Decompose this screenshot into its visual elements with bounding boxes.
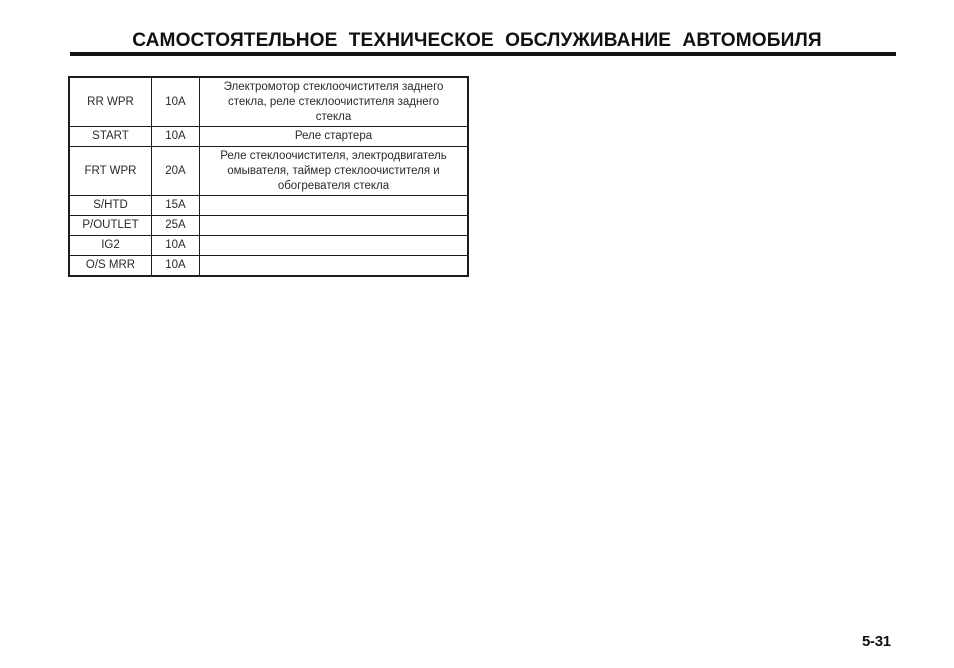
fuse-description-cell [200,147,469,196]
fuse-name-cell: P/OUTLET [69,216,152,236]
table-row [69,196,468,216]
fuse-description-cell [200,77,469,127]
fuse-table [68,76,469,277]
fuse-description-cell [200,256,469,277]
fuse-rating-cell: 10A [152,236,200,256]
fuse-description-cell [200,216,469,236]
description-line: стекла, реле стеклоочистителя заднего [227,95,440,108]
description-line: омывателя, таймер стеклоочистителя и [227,164,440,177]
table-row [69,216,468,236]
fuse-name-cell: FRT WPR [69,147,152,196]
title-divider-rule [70,52,896,56]
fuse-name-cell: S/HTD [69,196,152,216]
page-title: САМОСТОЯТЕЛЬНОЕ ТЕХНИЧЕСКОЕ ОБСЛУЖИВАНИЕ АВТОМОБИЛЯ [132,29,822,51]
table-row [69,77,468,127]
fuse-description-cell [200,127,469,147]
description-line: Реле стартера [294,130,373,142]
fuse-rating-cell: 10A [152,127,200,147]
fuse-rating-cell: 20A [152,147,200,196]
fuse-name-cell: START [69,127,152,147]
table-row [69,147,468,196]
fuse-rating-cell: 10A [152,256,200,277]
fuse-name-cell: O/S MRR [69,256,152,277]
fuse-rating-cell: 15A [152,196,200,216]
description-line: Электромотор стеклоочистителя заднего [223,80,444,93]
table-row [69,236,468,256]
table-row [69,256,468,277]
description-line: Реле стеклоочистителя, электродвигатель [220,149,447,162]
fuse-description-cell [200,236,469,256]
page-number: 5-31 [862,633,891,650]
description-line: обогревателя стекла [277,179,390,192]
fuse-rating-cell: 25A [152,216,200,236]
fuse-description-cell [200,196,469,216]
fuse-rating-cell: 10A [152,77,200,127]
fuse-name-cell: IG2 [69,236,152,256]
description-line: стекла [315,110,352,123]
table-row [69,127,468,147]
fuse-name-cell: RR WPR [69,77,152,127]
